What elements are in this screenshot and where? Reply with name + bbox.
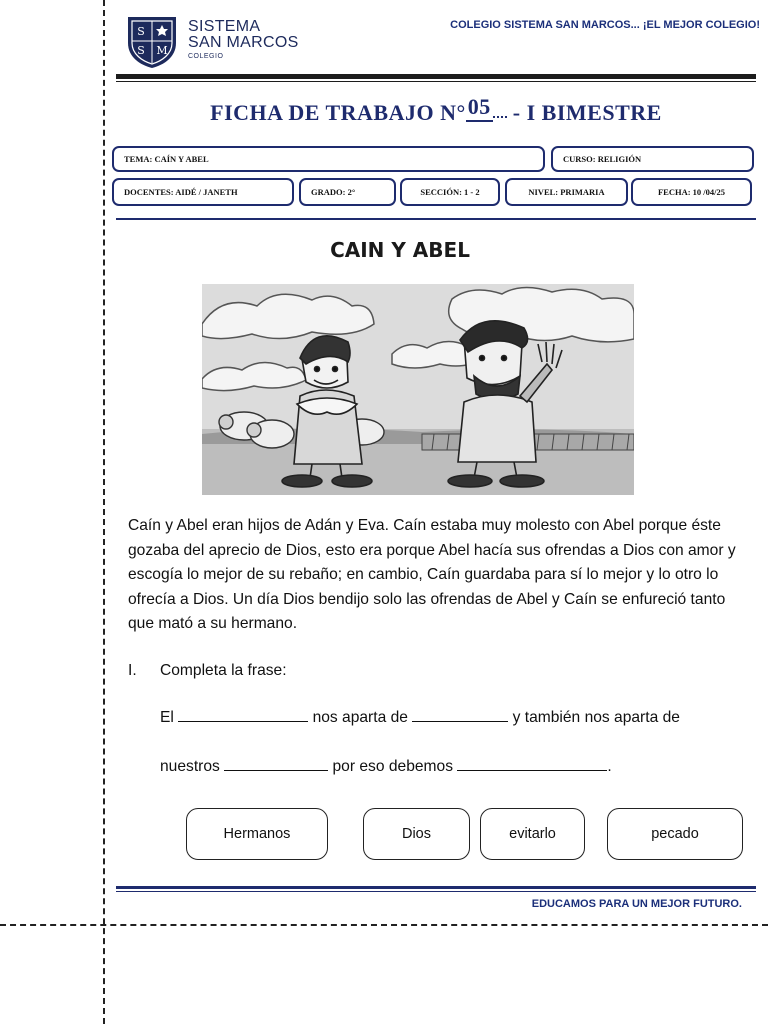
sentence-end: .: [607, 758, 612, 775]
school-logo: [124, 13, 314, 69]
svg-text:S: S: [137, 25, 145, 38]
blank-4[interactable]: [457, 757, 607, 771]
logo-subtitle: COLEGIO: [188, 53, 224, 60]
header-divider: [116, 74, 756, 79]
option-hermanos[interactable]: Hermanos: [186, 808, 328, 860]
title-suffix: - I BIMESTRE: [506, 100, 662, 125]
sentence-line-2: [160, 757, 740, 776]
tema-field: TEMA: CAÍN Y ABEL: [112, 146, 545, 172]
story-title: CAIN Y ABEL: [330, 238, 470, 262]
exercise-instruction: Completa la frase:: [160, 662, 287, 679]
blank-1[interactable]: [178, 708, 308, 722]
info-divider: [116, 218, 756, 220]
cut-line-horizontal: [0, 924, 768, 926]
grado-field: GRADO: 2°: [299, 178, 396, 206]
logo-name: SISTEMA SAN MARCOS: [188, 18, 299, 51]
svg-text:M: M: [156, 44, 168, 57]
sentence-word: y también nos aparta de: [512, 709, 680, 726]
sentence-line-1: [160, 708, 740, 727]
blank-3[interactable]: [224, 757, 328, 771]
sentence-word: nuestros: [160, 758, 220, 775]
footer-divider: [116, 886, 756, 889]
option-evitarlo[interactable]: evitarlo: [480, 808, 585, 860]
option-dios[interactable]: Dios: [363, 808, 470, 860]
footer-motto: EDUCAMOS PARA UN MEJOR FUTURO.: [531, 898, 742, 910]
shield-icon: [124, 13, 180, 69]
cain-abel-illustration: [202, 284, 634, 495]
title-underline: [493, 116, 507, 118]
cut-line-vertical: [103, 0, 105, 1024]
option-pecado[interactable]: pecado: [607, 808, 743, 860]
header-slogan: COLEGIO SISTEMA SAN MARCOS... ¡EL MEJOR COLEGIO!: [450, 19, 760, 31]
worksheet-title: [116, 94, 756, 128]
header-divider-thin: [116, 81, 756, 82]
footer-divider-thin: [116, 891, 756, 892]
sentence-word: nos aparta de: [312, 709, 408, 726]
exercise-number: I.: [128, 662, 137, 679]
nivel-field: NIVEL: PRIMARIA: [505, 178, 628, 206]
seccion-field: SECCIÓN: 1 - 2: [400, 178, 500, 206]
title-number: 05: [466, 94, 493, 122]
blank-2[interactable]: [412, 708, 508, 722]
sentence-word: El: [160, 709, 174, 726]
docentes-field: DOCENTES: AIDÉ / JANETH: [112, 178, 294, 206]
svg-text:S: S: [137, 44, 145, 57]
title-prefix: FICHA DE TRABAJO N°: [210, 100, 466, 125]
fecha-field: FECHA: 10 /04/25: [631, 178, 752, 206]
curso-field: CURSO: RELIGIÓN: [551, 146, 754, 172]
story-paragraph: Caín y Abel eran hijos de Adán y Eva. Caín estaba muy molesto con Abel porque éste gozaba del aprecio de Dios, esto era porque Abel hacía sus ofrendas a Dios con amor y escogía lo mejor de su rebaño; en cambio, Caín guardaba para sí lo mejor y lo otro lo ofrecía a Dios. Un día Dios bendijo solo las ofrendas de Abel y Caín se enfureció tanto que mató a su hermano.: [128, 517, 736, 632]
sentence-word: por eso debemos: [332, 758, 453, 775]
